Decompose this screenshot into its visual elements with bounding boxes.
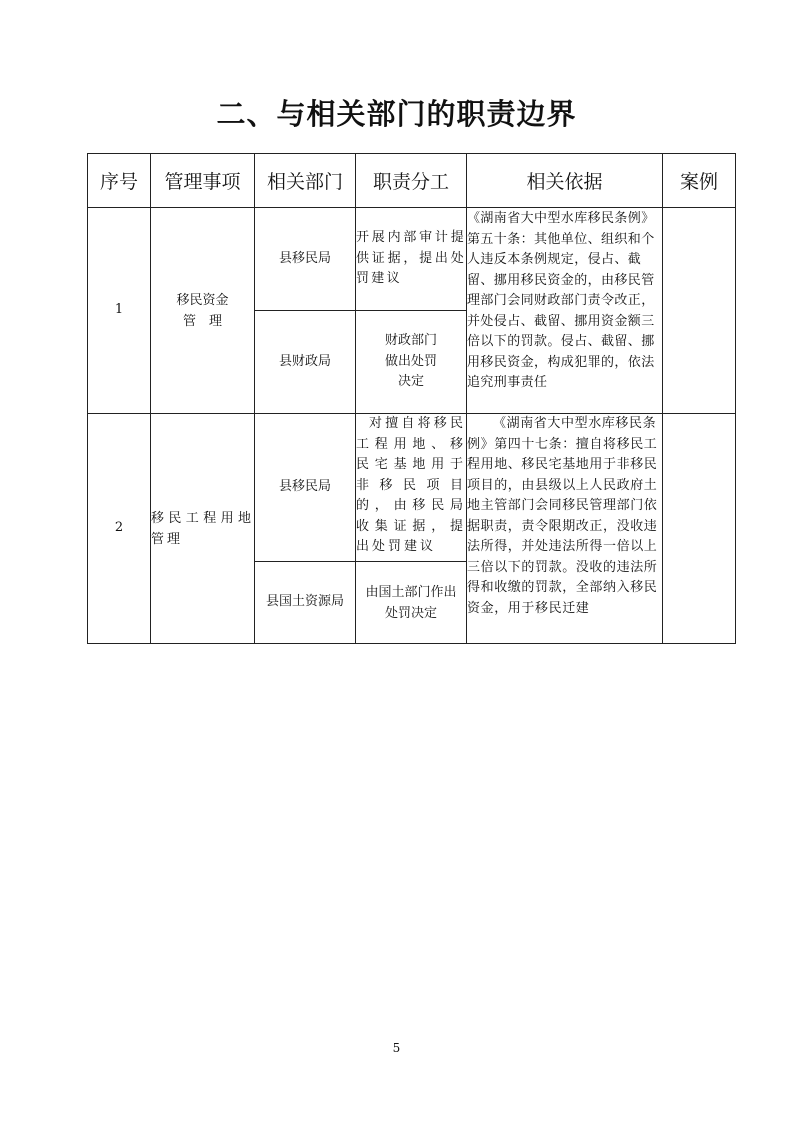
legal-basis-text: 《湖南省大中型水库移民条例》第四十七条：擅自将移民工程用地、移民宅基地用于非移民项目的，由县级以上人民政府土地主管部门会同移民管理部门依据职责，责令限期改正，没收违法所得，并处违法所得一倍以上三倍以下的罚款。没收的违法所得和收缴的罚款，全部纳入移民资金，用于移民迁建 xyxy=(467,416,658,616)
department-duty: 对擅自将移民工程用地、移民宅基地用于非移民项目的，由移民局收集证据，提出处罚建议 xyxy=(356,414,467,562)
legal-basis xyxy=(467,414,663,644)
department-name: 县国土资源局 xyxy=(255,562,356,644)
department-duty: 财政部门 做出处罚 决定 xyxy=(356,311,467,414)
case-cell xyxy=(663,414,736,644)
page-number: 5 xyxy=(392,1041,401,1055)
management-item: 移民资金 管 理 xyxy=(151,208,255,414)
row-number: 2 xyxy=(88,414,151,644)
department-name: 县移民局 xyxy=(255,414,356,562)
legal-basis-text: 《湖南省大中型水库移民条例》第五十条：其他单位、组织和个人违反本条例规定，侵占、截留、挪用移民资金的，由移民管理部门会同财政部门责令改正，并处侵占、截留、挪用资金额三倍以下的罚款。侵占、截留、挪用移民资金，构成犯罪的，依法追究刑事责任 xyxy=(467,211,655,390)
legal-basis xyxy=(467,208,663,414)
responsibility-table xyxy=(87,153,736,644)
case-cell xyxy=(663,208,736,414)
department-duty: 开展内部审计提供证据，提出处罚建议 xyxy=(356,208,467,311)
header-department: 相关部门 xyxy=(255,154,356,208)
table-header-row xyxy=(88,154,736,208)
department-duty: 由国土部门作出处罚决定 xyxy=(356,562,467,644)
header-item: 管理事项 xyxy=(151,154,255,208)
header-case: 案例 xyxy=(663,154,736,208)
department-name: 县移民局 xyxy=(255,208,356,311)
department-name: 县财政局 xyxy=(255,311,356,414)
table-row xyxy=(88,414,736,562)
row-number: 1 xyxy=(88,208,151,414)
header-duty: 职责分工 xyxy=(356,154,467,208)
header-basis: 相关依据 xyxy=(467,154,663,208)
management-item: 移民工程用地管理 xyxy=(151,414,255,644)
header-no: 序号 xyxy=(88,154,151,208)
page-title: 二、与相关部门的职责边界 xyxy=(216,97,577,131)
table-row xyxy=(88,208,736,311)
